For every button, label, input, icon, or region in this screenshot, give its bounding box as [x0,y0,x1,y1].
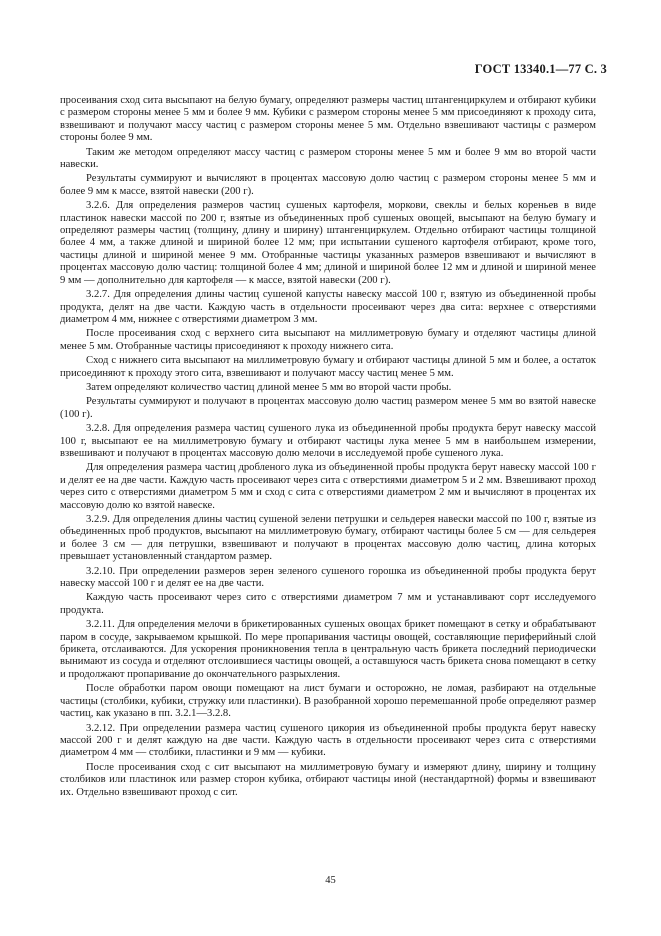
page-number: 45 [325,875,336,886]
paragraph: Таким же методом определяют массу частиц с размером стороны менее 5 мм и более 9 мм во второй части навески. [60,146,596,171]
page-header: ГОСТ 13340.1—77 С. 3 [474,62,607,76]
paragraph: Для определения размера частиц дробленого лука из объединенной пробы продукта берут навеску массой 100 г и делят ее на две части. Каждую часть просеивают через сита с отверстиями диаметром 5 и 2 мм. Взвешивают проход через сито с отверстиями диаметром 5 мм и сход с сита с отверстиями диаметром 2 мм и вычисляют в процентах их массовую долю ко взятой навеске. [60,462,596,511]
paragraph: Сход с нижнего сита высыпают на миллиметровую бумагу и отбирают частицы длиной 5 мм и более, а остаток присоединяют к проходу этого сита, взвешивают и получают массу частиц менее 5 мм. [60,355,596,379]
paragraph: После просеивания сход с сит высыпают на миллиметровую бумагу и измеряют длину, ширину и толщину столбиков или пластинок или размер сторон кубика, отбирают частицы иной (нестандартной) формы и взвешивают их. Отдельно взвешивают проход с сит. [60,761,596,798]
paragraph: Результаты суммируют и вычисляют в процентах массовую долю частиц с размером стороны менее 5 мм и более 9 мм к массе, взятой навески (200 г). [60,173,596,197]
paragraph: 3.2.7. Для определения длины частиц сушеной капусты навеску массой 100 г, взятую из объединенной пробы продукта, делят на две части. Каждую часть в отдельности просеивают через два сита: верхнее с отверстиями диаметром 4 мм, нижнее с отверстиями диаметром 3 мм. [60,289,596,325]
paragraph: просеивания сход сита высыпают на белую бумагу, определяют размеры частиц штангенциркулем и отбирают кубики с размером стороны менее 5 мм и более 9 мм. Кубики с размером стороны менее 5 мм присоединяют к проходу сита, взвешивают и получают массу частиц с размером стороны менее 5 мм. Отдельно взвешивают частицы с размером стороны более 9 мм. [60,95,596,144]
paragraph: 3.2.11. Для определения мелочи в брикетированных сушеных овощах брикет помещают в сетку и обрабатывают паром в сосуде, закрываемом крышкой. По мере пропаривания частицы овощей, составляющие периферийный слой брикета, отслаиваются. Для ускорения проникновения тепла в центральную часть брикета последний периодически вынимают из сосуда и отделяют отслоившиеся частицы овощей, а оставшуюся часть брикета снова помещают в сетку и продолжают пропаривание до окончательного разрыхления. [60,619,596,680]
paragraph: 3.2.10. При определении размеров зерен зеленого сушеного горошка из объединенной пробы продукта берут навеску массой 100 г и делят ее на две части. [60,565,596,590]
paragraph: 3.2.12. При определении размера частиц сушеного цикория из объединенной пробы продукта берут навеску массой 200 г и делят каждую на две части. Каждую часть в отдельности просеивают через сита с отверстиями диаметром 4 мм — столбики, пластинки и 9 мм — кубики. [60,722,596,759]
paragraph: Затем определяют количество частиц длиной менее 5 мм во второй части пробы. [86,381,452,393]
paragraph: После просеивания сход с верхнего сита высыпают на миллиметровую бумагу и отделяют частицы длиной менее 5 мм. Отобранные частицы присоединяют к проходу нижнего сита. [60,328,596,352]
document-body [60,95,596,801]
paragraph: 3.2.9. Для определения длины частиц сушеной зелени петрушки и сельдерея навески массой по 100 г, взятые из объединенных проб продуктов, высыпают на миллиметровую бумагу, отбирают частицы более 5 см — для сельдерея и более 3 см — для петрушки, взвешивают и получают в процентах массовую долю частиц, длина которых превышает установленный стандартом размер. [60,514,596,563]
paragraph: 3.2.6. Для определения размеров частиц сушеных картофеля, моркови, свеклы и белых кореньев в виде пластинок навески массой по 200 г, взятые из объединенных проб сушеных овощей, высыпают на белую бумагу и определяют размеры частиц (толщину, длину и ширину) штангенциркулем. Отдельно отбирают частицы толщиной более 4 мм, а также длиной и шириной более 12 мм; при испытании сушеного картофеля отбирают, кроме того, частицы длиной и шириной менее 9 мм. Отобранные частицы указанных размеров взвешивают и вычисляют в процентах массовую долю частиц: толщиной более 4 мм; длиной и шириной более 12 мм и длиной и шириной менее 9 мм — дополнительно для картофеля — к массе, взятой навески (200 г). [60,200,596,286]
paragraph: 3.2.8. Для определения размера частиц сушеного лука из объединенной пробы продукта берут навеску массой 100 г, высыпают ее на миллиметровую бумагу и отбирают частицы лука менее 5 мм в наибольшем измерении, взвешивают и получают в процентах массовую долю мелочи в исследуемой пробе сушеного лука. [60,423,596,459]
paragraph: Результаты суммируют и получают в процентах массовую долю частиц размером менее 5 мм во взятой навеске (100 г). [60,396,596,420]
paragraph: После обработки паром овощи помещают на лист бумаги и осторожно, не ломая, разбирают на отдельные частицы (столбики, кубики, стружку или пластинки). В разобранной хорошо перемешанной пробе определяют размер частиц, как указано в пп. 3.2.1—3.2.8. [60,683,596,720]
paragraph: Каждую часть просеивают через сито с отверстиями диаметром 7 мм и устанавливают сорт исследуемого продукта. [60,592,596,616]
